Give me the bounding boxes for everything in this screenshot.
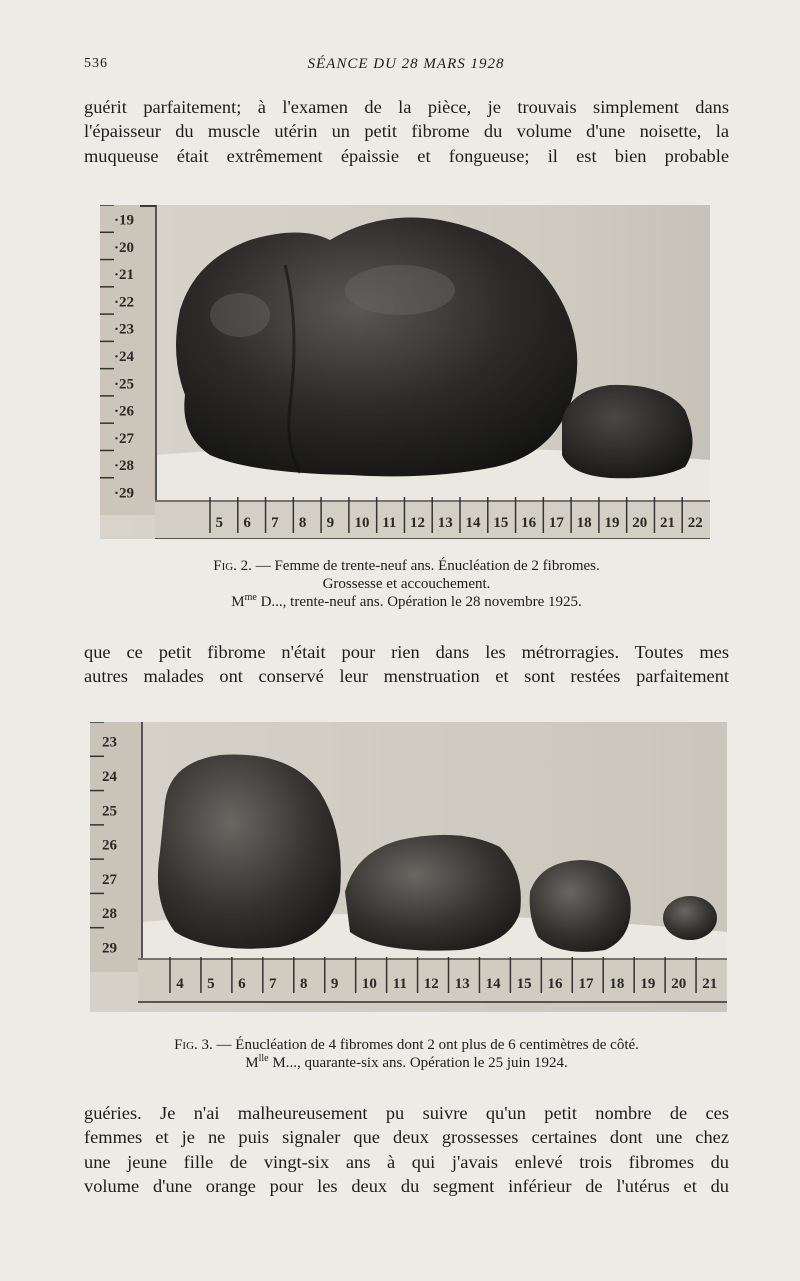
ruler-vertical-label: ·20 xyxy=(114,239,135,256)
ruler-horizontal-label: 15 xyxy=(516,976,532,992)
ruler-vertical-label: ·27 xyxy=(114,430,135,447)
ruler-vertical-label: 23 xyxy=(102,734,117,751)
ruler-vertical-label: 29 xyxy=(102,940,117,957)
ruler-horizontal-label: 6 xyxy=(243,515,251,531)
ruler-vertical-label: ·23 xyxy=(114,321,135,338)
ruler-horizontal-label: 7 xyxy=(269,976,277,992)
ruler-horizontal-label: 9 xyxy=(326,515,335,531)
caption-text: M xyxy=(231,594,245,610)
ruler-horizontal-label: 4 xyxy=(176,976,184,992)
figure-3-photograph xyxy=(90,722,727,1012)
figure-2-caption xyxy=(84,557,729,611)
ruler-vertical-label: 26 xyxy=(102,837,117,854)
caption-superscript: lle xyxy=(258,1053,269,1064)
ruler-horizontal-label: 15 xyxy=(493,515,509,531)
ruler-horizontal-label: 14 xyxy=(465,515,481,531)
figure-2-photograph xyxy=(100,205,710,539)
ruler-horizontal-label: 10 xyxy=(354,515,370,531)
ruler-vertical-label: ·22 xyxy=(114,294,135,311)
running-header xyxy=(84,56,728,78)
ruler-horizontal-label: 17 xyxy=(548,515,564,531)
ruler-vertical-label: ·24 xyxy=(114,349,135,365)
ruler-vertical-label: ·29 xyxy=(114,485,135,502)
ruler-vertical-label: ·21 xyxy=(114,267,135,284)
ruler-horizontal-label: 11 xyxy=(392,976,407,992)
ruler-horizontal-label: 20 xyxy=(671,976,687,992)
ruler-vertical-label: 24 xyxy=(102,768,117,785)
figure-3-caption xyxy=(84,1036,729,1072)
caption-line: Grossesse et accouchement. xyxy=(322,576,491,592)
paragraph-3 xyxy=(84,1101,729,1199)
ruler-vertical-label: ·25 xyxy=(114,376,135,393)
text-line: autres malades ont conservé leur menstruation et sont restées parfaitement xyxy=(84,666,729,687)
ruler-horizontal-label: 19 xyxy=(604,515,620,531)
running-title: SÉANCE DU 28 MARS 1928 xyxy=(307,56,505,72)
ruler-horizontal-label: 6 xyxy=(238,976,246,992)
ruler-horizontal-label: 10 xyxy=(361,976,377,992)
caption-text: — Énucléation de 4 fibromes dont 2 ont plus de 6 centimètres de côté. xyxy=(212,1037,639,1053)
ruler-horizontal-label: 20 xyxy=(632,515,648,531)
caption-text: M xyxy=(245,1055,259,1071)
ruler-horizontal-label: 11 xyxy=(382,515,397,531)
ruler-vertical-label: ·19 xyxy=(114,212,135,229)
paragraph-1 xyxy=(84,95,729,168)
text-line: femmes et je ne puis signaler que deux grossesses certaines dont une chez xyxy=(84,1127,729,1148)
caption-text: — Femme de trente-neuf ans. Énucléation de 2 fibromes. xyxy=(251,558,600,574)
ruler-horizontal-label: 9 xyxy=(330,976,339,992)
ruler-horizontal-label: 8 xyxy=(299,976,308,992)
figure-label: Fig. 3. xyxy=(174,1037,213,1053)
ruler-horizontal-label: 12 xyxy=(410,515,425,531)
text-line: muqueuse était extrêmement épaissie et fongueuse; il est bien probable xyxy=(84,145,729,166)
ruler-horizontal-label: 22 xyxy=(687,515,703,531)
ruler-vertical-label: ·28 xyxy=(114,458,135,475)
text-line: l'épaisseur du muscle utérin un petit fibrome du volume d'une noisette, la xyxy=(84,121,729,142)
text-line: guéries. Je n'ai malheureusement pu suivre qu'un petit nombre de ces xyxy=(84,1103,729,1123)
ruler-vertical-label: 28 xyxy=(102,906,117,923)
ruler-horizontal-label: 17 xyxy=(578,976,594,992)
caption-line xyxy=(84,557,729,575)
ruler-horizontal-label: 19 xyxy=(640,976,656,992)
ruler-horizontal-label: 18 xyxy=(609,976,625,992)
ruler-horizontal-label: 18 xyxy=(576,515,592,531)
ruler-horizontal-label: 16 xyxy=(521,515,537,531)
figure-label: Fig. 2. xyxy=(213,558,252,574)
text-line: volume d'une orange pour les deux du segment inférieur de l'utérus et du xyxy=(84,1176,729,1197)
caption-text: D..., trente-neuf ans. Opération le 28 novembre 1925. xyxy=(256,594,582,610)
ruler-horizontal-label: 14 xyxy=(485,976,501,992)
caption-text: M..., quarante-six ans. Opération le 25 juin 1924. xyxy=(268,1055,568,1071)
ruler-horizontal-label: 21 xyxy=(702,976,718,992)
ruler-horizontal-label: 5 xyxy=(207,976,215,992)
ruler-vertical-label: ·26 xyxy=(114,403,135,420)
text-line: une jeune fille de vingt-six ans à qui j'avais enlevé trois fibromes du xyxy=(84,1151,729,1172)
text-line: guérit parfaitement; à l'examen de la pièce, je trouvais simplement dans xyxy=(84,97,729,117)
caption-superscript: me xyxy=(244,592,257,603)
ruler-horizontal-label: 21 xyxy=(660,515,675,531)
ruler-horizontal-label: 13 xyxy=(454,976,470,992)
ruler-vertical-label: 27 xyxy=(102,871,117,888)
ruler-horizontal-label: 8 xyxy=(298,515,307,531)
caption-line xyxy=(84,1054,729,1072)
ruler-horizontal-label: 16 xyxy=(547,976,563,992)
ruler-horizontal-label: 7 xyxy=(271,515,279,531)
page-number: 536 xyxy=(84,56,108,71)
caption-line xyxy=(84,1036,729,1054)
ruler-horizontal-label: 13 xyxy=(437,515,453,531)
ruler-horizontal-label: 5 xyxy=(215,515,224,531)
text-line: que ce petit fibrome n'était pour rien dans les métrorragies. Toutes mes xyxy=(84,642,729,662)
ruler-vertical-label: 25 xyxy=(102,803,117,820)
paragraph-2 xyxy=(84,640,729,689)
caption-line xyxy=(84,593,729,611)
ruler-horizontal-label: 12 xyxy=(423,976,439,992)
